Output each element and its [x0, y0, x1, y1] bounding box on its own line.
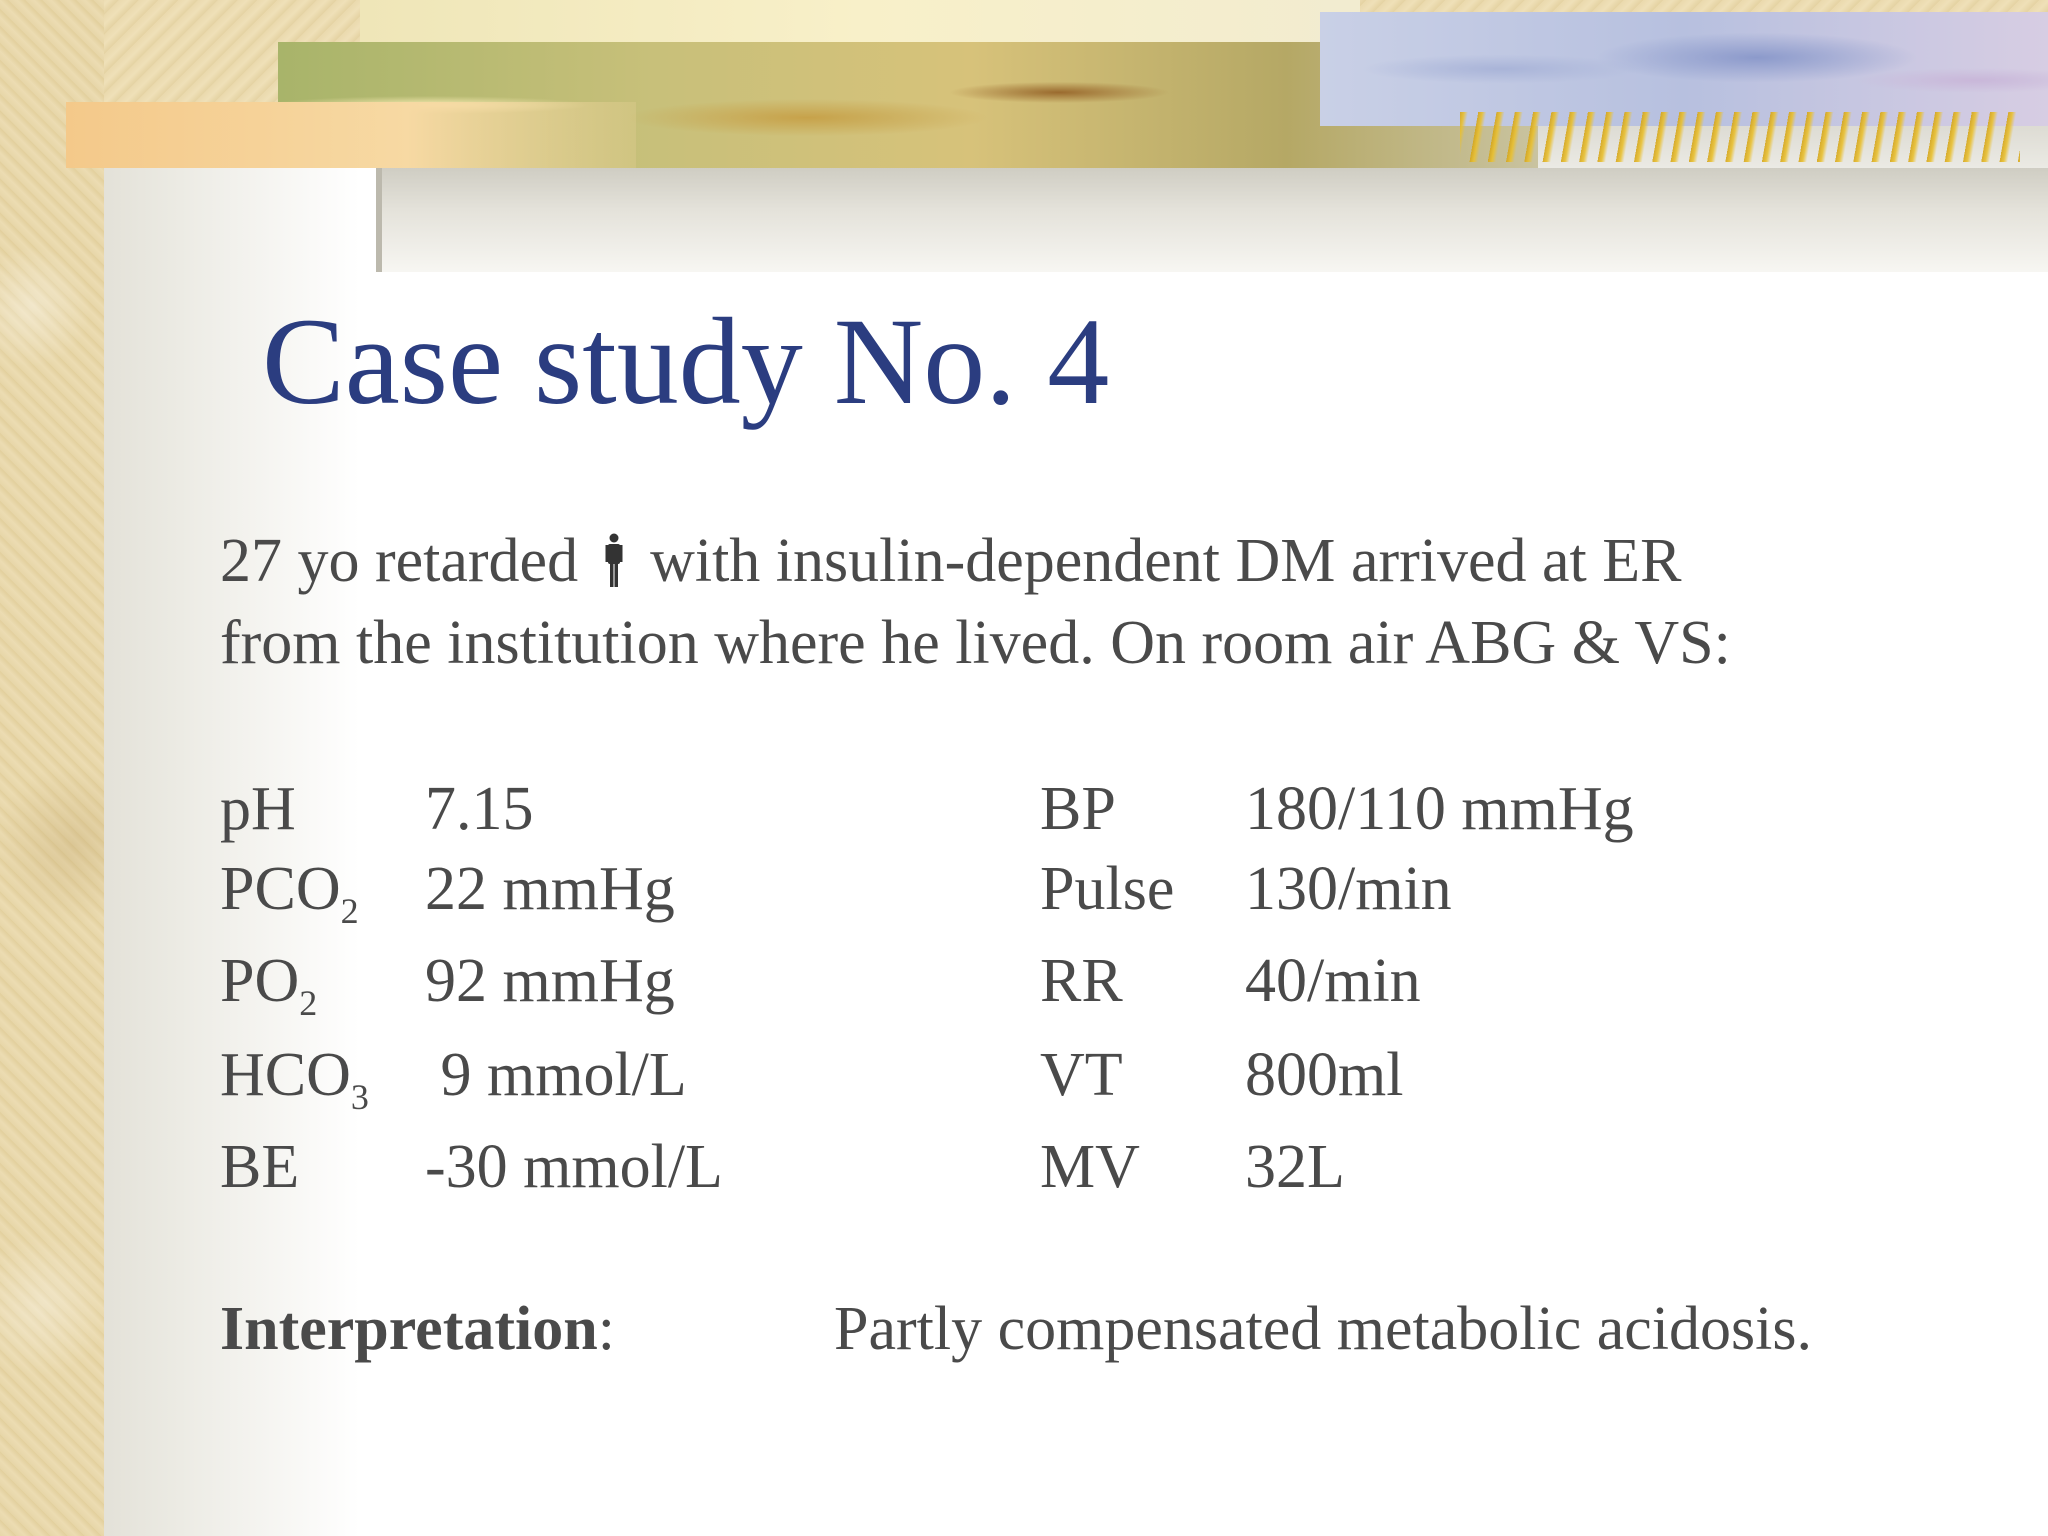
abg-label-hco3: $HCO_3$: [220, 1041, 369, 1117]
abg-label-pco2: $PCO_2$: [220, 855, 359, 931]
orange-accent-bar: [66, 102, 636, 168]
gold-sprig-decor: [1460, 112, 2020, 162]
male-figure-icon: [605, 533, 623, 587]
intro-line-2: from the institution where he lived. On room air ABG & VS:: [220, 609, 1731, 677]
parchment-left-band: [0, 0, 104, 1536]
blue-floral-decor-image: [1320, 12, 2048, 126]
vital-value-rr: 40/min: [1245, 947, 1421, 1015]
abg-label-ph: pH: [220, 775, 296, 843]
slide-title: Case study No. 4: [262, 293, 1110, 430]
interpretation-value: Partly compensated metabolic acidosis.: [834, 1295, 1812, 1363]
intro-line-1: [220, 520, 1960, 602]
abg-value-be: -30 mmol/L: [425, 1133, 723, 1201]
content-frame-header: [376, 168, 2048, 272]
vital-label-rr: RR: [1040, 947, 1123, 1015]
abg-value-hco3: 9 mmol/L: [425, 1041, 687, 1109]
content-frame-edge: [376, 168, 382, 272]
vital-label-bp: BP: [1040, 775, 1116, 843]
abg-value-ph: 7.15: [425, 775, 534, 843]
intro-text-part2: with insulin-dependent DM arrived at ER: [650, 527, 1682, 595]
abg-label-be: BE: [220, 1133, 300, 1201]
vital-value-bp: 180/110 mmHg: [1245, 775, 1634, 843]
vital-label-vt: VT: [1040, 1041, 1123, 1109]
intro-text-part1: 27 yo retarded: [220, 527, 579, 595]
abg-value-pco2: 22 mmHg: [425, 855, 675, 923]
cream-decor-band: [360, 0, 1360, 44]
case-intro: [220, 520, 1960, 684]
vital-label-mv: MV: [1040, 1133, 1140, 1201]
vital-value-pulse: 130/min: [1245, 855, 1452, 923]
vital-label-pulse: Pulse: [1040, 855, 1175, 923]
abg-label-po2: $PO_2$: [220, 947, 318, 1023]
abg-value-po2: 92 mmHg: [425, 947, 675, 1015]
vital-value-vt: 800ml: [1245, 1041, 1404, 1109]
vital-value-mv: 32L: [1245, 1133, 1345, 1201]
interpretation-label: Interpretation:: [220, 1295, 615, 1363]
